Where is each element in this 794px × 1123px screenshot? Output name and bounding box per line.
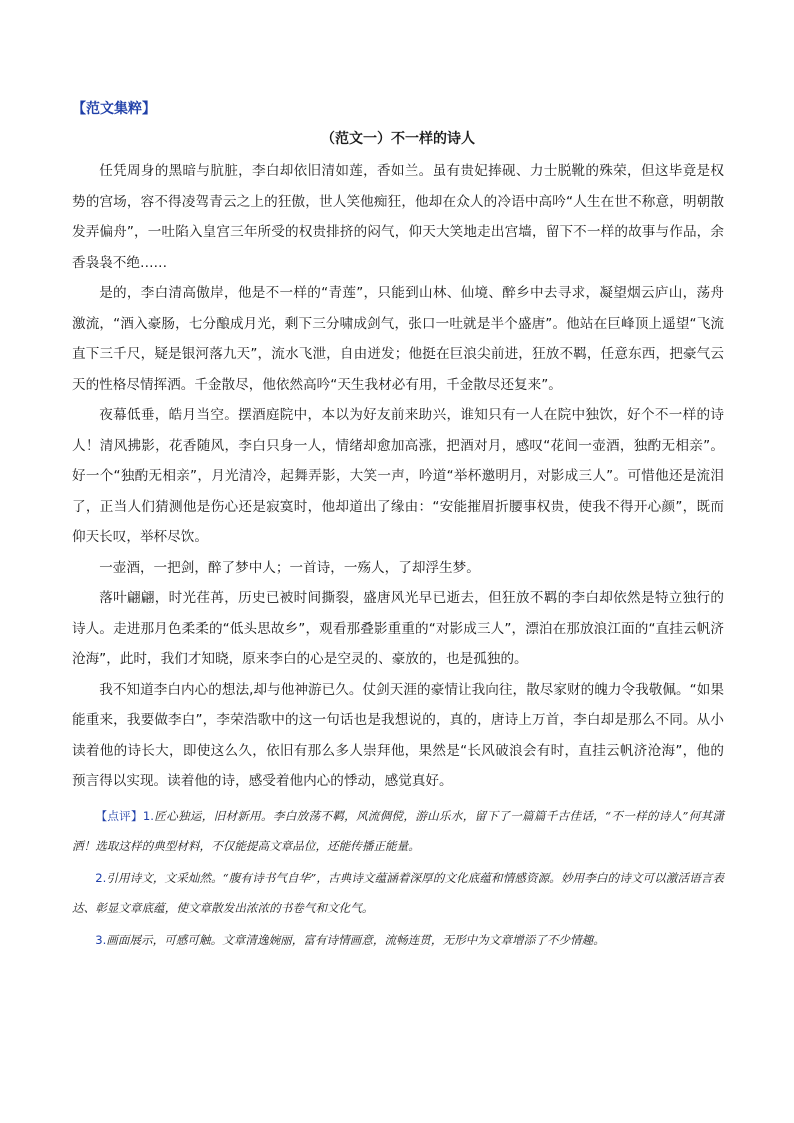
comment-3 xyxy=(72,925,724,955)
section-tag: 【范文集粹】 xyxy=(72,101,156,117)
paragraph-3: 夜幕低垂，皓月当空。摆酒庭院中，本以为好友前来助兴，谁知只有一人在院中独饮，好个不一样的诗人！清风拂影，花香随风，李白只身一人，情绪却愈加高涨，把酒对月，感叹“花间一壶酒，独酌无相亲”。好一个“独酌无相亲”，月光清冷，起舞弄影，大笑一声，吟道“举杯邀明月，对影成三人”。可惜他还是流泪了，正当人们猜测他是伤心还是寂寞时，他却道出了缘由：“安能摧眉折腰事权贵，使我不得开心颜”，既而仰天长叹，举杯尽饮。 xyxy=(72,407,724,545)
essay-title: （范文一）不一样的诗人 xyxy=(321,131,475,147)
comment-number: 1. xyxy=(142,808,154,823)
paragraph-2: 是的，李白清高傲岸，他是不一样的“青莲”，只能到山林、仙境、醉乡中去寻求，凝望烟云庐山，荡舟激流，“酒入豪肠，七分酿成月光，剩下三分啸成剑气，张口一吐就是半个盛唐”。他站在巨峰顶上遥望“飞流直下三千尺，疑是银河落九天”，流水飞泄，自由迸发；他挺在巨浪尖前进，狂放不羁，任意东西，把豪气云天的性格尽情挥洒。千金散尽，他依然高吟“天生我材必有用，千金散尽还复来”。 xyxy=(72,285,724,393)
comment-text: 匠心独运，旧材新用。李白放荡不羁，风流倜傥，游山乐水，留下了一篇篇千古佳话，“不一样的诗人”何其潇洒！选取这样的典型材料，不仅能提高文章品位，还能传播正能量。 xyxy=(72,808,724,853)
paragraph-4: 一壶酒，一把剑，醉了梦中人；一首诗，一殇人，了却浮生梦。 xyxy=(99,559,480,576)
comment-text: 画面展示，可感可触。文章清逸婉丽，富有诗情画意，流畅连贯，无形中为文章增添了不少情趣。 xyxy=(106,932,605,947)
comment-2 xyxy=(72,863,724,923)
paragraph-5: 落叶翩翩，时光荏苒，历史已被时间撕裂，盛唐风光早已逝去，但狂放不羁的李白却依然是特立独行的诗人。走进那月色柔柔的“低头思故乡”，观看那叠影重重的“对影成三人”，漂泊在那放浪江面的“直挂云帆济沧海”，此时，我们才知晓，原来李白的心是空灵的、豪放的，也是孤独的。 xyxy=(72,590,724,667)
comment-label: 【点评】 xyxy=(95,808,143,823)
comment-number: 2. xyxy=(95,870,107,885)
comment-1 xyxy=(72,801,724,861)
comment-text: 引用诗文，文采灿然。“腹有诗书气自华”，古典诗文蕴涵着深厚的文化底蕴和情感资源。妙用李白的诗文可以激活语言表达、彰显文章底蕴，使文章散发出浓浓的书卷气和文化气。 xyxy=(72,870,724,915)
document-page xyxy=(72,98,724,957)
paragraph-6: 我不知道李白内心的想法,却与他神游已久。仗剑天涯的豪情让我向往，散尽家财的魄力令我敬佩。“如果能重来，我要做李白”，李荣浩歌中的这一句话也是我想说的，真的，唐诗上万首，李白却是那么不同。从小读着他的诗长大，即使这么久，依旧有那么多人崇拜他，果然是“长风破浪会有时，直挂云帆济沧海”，他的预言得以实现。读着他的诗，感受着他内心的悸动，感觉真好。 xyxy=(72,681,724,789)
paragraph-1: 任凭周身的黑暗与肮脏，李白却依旧清如莲，香如兰。虽有贵妃捧砚、力士脱靴的殊荣，但这毕竟是权势的宫场，容不得凌驾青云之上的狂傲，世人笑他痴狂，他却在众人的冷语中高吟“人生在世不称意，明朝散发弄偏舟”，一吐陷入皇宫三年所受的权贵排挤的闷气，仰天大笑地走出宫墙，留下不一样的故事与作品，余香袅袅不绝…… xyxy=(72,163,724,271)
comment-number: 3. xyxy=(95,932,107,947)
